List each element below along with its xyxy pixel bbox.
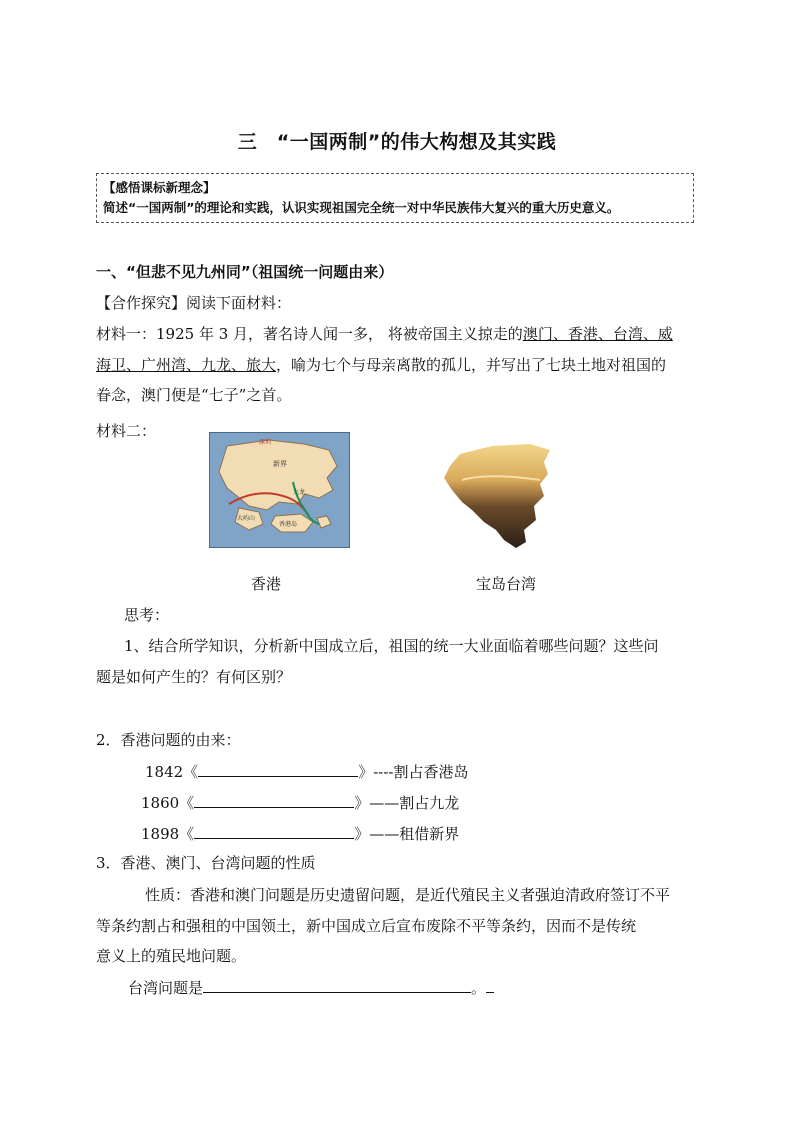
material1-text-a: 1925 年 3 月，著名诗人闻一多， 将被帝国主义掠走的 (156, 325, 523, 343)
material1-text-b: ，喻为七个与母亲离散的孤儿，并写出了七块土地对祖国的 (276, 356, 667, 374)
material1-label: 材料一： (96, 325, 157, 343)
nature-line1: 性质：香港和澳门问题是历史遗留问题，是近代殖民主义者强迫清政府签订不平 (145, 886, 671, 904)
curriculum-box (96, 173, 694, 223)
curriculum-heading: 【感悟课标新理念】 (103, 180, 216, 195)
treaty-row (141, 791, 459, 814)
map-label-shenzhen: 深圳 (259, 439, 272, 446)
taiwan-label: 台湾问题是 (128, 979, 204, 997)
task-text: 阅读下面材料： (186, 294, 292, 312)
treaty-blank[interactable] (194, 822, 354, 839)
question1-line2: 题是如何产生的？有何区别？ (96, 668, 292, 686)
taiwan-caption: 宝岛台湾 (476, 575, 537, 593)
page-title: 三 “一国两制”的伟大构想及其实践 (237, 131, 557, 153)
curriculum-text: 简述“一国两制”的理论和实践，认识实现祖国完全统一对中华民族伟大复兴的重大历史意义。 (103, 200, 620, 215)
map-label-lantau: 大屿山 (237, 515, 256, 522)
question1-line1: 1、结合所学知识，分析新中国成立后，祖国的统一大业面临着哪些问题？这些问 (124, 637, 659, 655)
treaty-blank[interactable] (194, 791, 354, 808)
map-label-new-territories: 新界 (273, 460, 287, 468)
treaty-outcome: 》----割占香港岛 (358, 763, 469, 781)
material2-label: 材料二： (96, 422, 157, 440)
section3-heading: 3．香港、澳门、台湾问题的性质 (96, 854, 316, 872)
task-label: 【合作探究】 (96, 294, 187, 312)
taiwan-blank-tail (486, 976, 494, 993)
treaty-year: 1860《 (141, 794, 195, 812)
nature-line2: 等条约割占和强租的中国领土，新中国成立后宣布废除不平等条约，因而不是传统 (96, 917, 637, 935)
treaty-outcome: 》——租借新界 (354, 825, 460, 843)
material1-line2 (96, 354, 666, 376)
taiwan-island-image (432, 440, 557, 552)
map-label-kowloon: 九龙 (293, 489, 306, 496)
material1-line1 (96, 323, 673, 345)
treaty-year: 1842《 (145, 763, 199, 781)
treaty-row (145, 760, 468, 783)
material1-places-b: 海卫、广州湾、九龙、旅大 (96, 356, 277, 374)
map-label-hk-island: 香港岛 (279, 521, 298, 528)
taiwan-answer-blank[interactable] (203, 976, 471, 993)
treaty-row (141, 822, 459, 845)
treaty-blank[interactable] (198, 760, 358, 777)
hong-kong-map-image (209, 432, 350, 548)
material1-places-a: 澳门、香港、台湾、威 (522, 325, 673, 343)
treaty-outcome: 》——割占九龙 (354, 794, 460, 812)
nature-line3: 意义上的殖民地问题。 (96, 947, 247, 965)
material1-text-c: 眷念，澳门便是“七子”之首。 (96, 386, 292, 404)
section1-heading: 一、“但悲不见九州同”（祖国统一问题由来） (96, 263, 394, 281)
section2-heading: 2．香港问题的由来： (96, 731, 241, 749)
taiwan-question (128, 976, 494, 999)
treaty-year: 1898《 (141, 825, 195, 843)
hong-kong-caption: 香港 (251, 575, 282, 593)
task-line (96, 292, 291, 314)
think-label: 思考： (124, 606, 170, 624)
taiwan-end: 。 (471, 979, 487, 997)
